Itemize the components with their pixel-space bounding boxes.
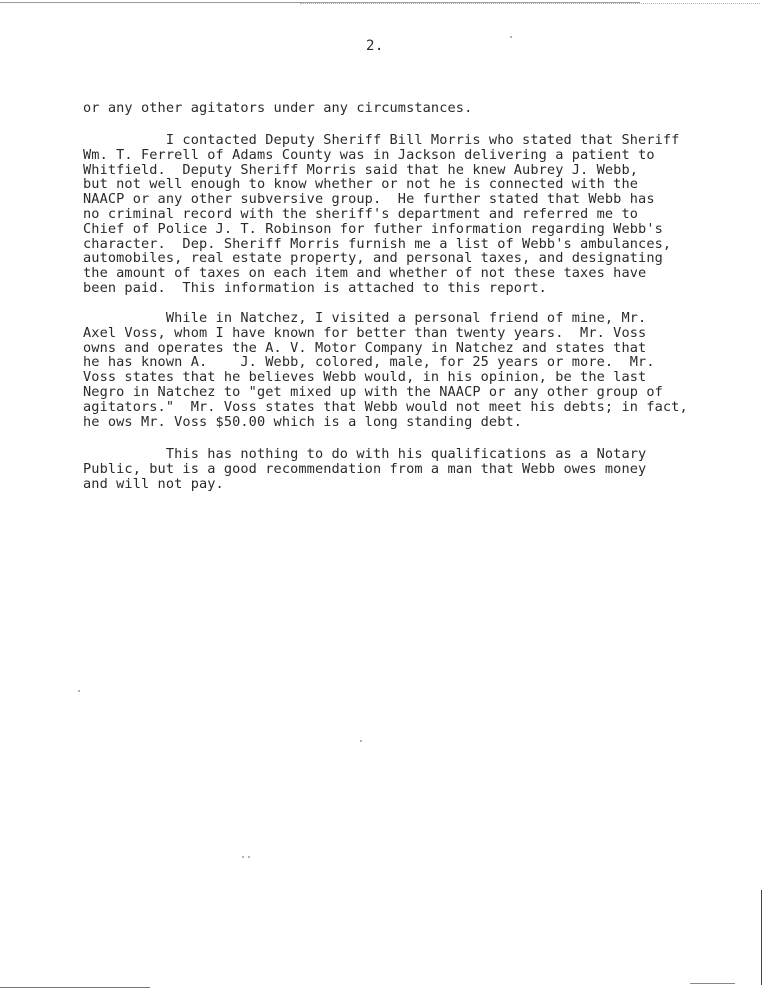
text-line: While in Natchez, I visited a personal friend of mine, Mr. xyxy=(83,310,647,326)
text-line: Negro in Natchez to "get mixed up with the NAACP or any other group of xyxy=(83,383,663,400)
scan-speck xyxy=(510,36,512,38)
text-line: automobiles, real estate property, and personal taxes, and designating xyxy=(83,250,663,267)
text-line: Whitfield. Deputy Sheriff Morris said that he knew Aubrey J. Webb, xyxy=(83,161,639,178)
paragraph-notary-qualifications xyxy=(83,447,748,491)
text-line: I contacted Deputy Sheriff Bill Morris who stated that Sheriff xyxy=(83,132,680,148)
text-line: Chief of Police J. T. Robinson for futher information regarding Webb's xyxy=(83,220,663,237)
text-line: he has known A. J. Webb, colored, male, for 25 years or more. Mr. xyxy=(83,354,655,371)
text-line: Voss states that he believes Webb would, in his opinion, be the last xyxy=(83,369,647,386)
scan-speck xyxy=(78,690,80,692)
text-line: Wm. T. Ferrell of Adams County was in Jackson delivering a patient to xyxy=(83,146,655,163)
text-line: and will not pay. xyxy=(83,475,224,492)
text-line: he ows Mr. Voss $50.00 which is a long standing debt. xyxy=(83,413,523,430)
text-line: NAACP or any other subversive group. He further stated that Webb has xyxy=(83,191,655,208)
text-line: but not well enough to know whether or not he is connected with the xyxy=(83,176,639,193)
text-line: been paid. This information is attached to this report. xyxy=(83,279,547,296)
bottom-edge-rule-right xyxy=(690,983,735,984)
paragraph-opening-fragment xyxy=(83,101,748,116)
top-edge-dotted-rule xyxy=(300,3,760,4)
text-line: character. Dep. Sheriff Morris furnish me a list of Webb's ambulances, xyxy=(83,235,672,252)
text-line: the amount of taxes on each item and whether of not these taxes have xyxy=(83,265,647,282)
text-line: agitators." Mr. Voss states that Webb would not meet his debts; in fact, xyxy=(83,398,688,415)
text-line: or any other agitators under any circumstances. xyxy=(83,100,473,116)
paragraph-deputy-sheriff-morris xyxy=(83,133,748,296)
scan-speck xyxy=(248,856,250,858)
text-line: This has nothing to do with his qualifications as a Notary xyxy=(83,446,647,462)
text-line: Axel Voss, whom I have known for better than twenty years. Mr. Voss xyxy=(83,324,647,341)
text-line: no criminal record with the sheriff's department and referred me to xyxy=(83,205,639,222)
scan-speck xyxy=(360,740,362,742)
scan-edge-line xyxy=(761,890,762,985)
paragraph-axel-voss xyxy=(83,311,748,429)
text-line: Public, but is a good recommendation from a man that Webb owes money xyxy=(83,460,647,477)
scan-speck xyxy=(242,856,244,858)
bottom-edge-rule xyxy=(0,987,150,988)
page-number: 2. xyxy=(366,38,384,54)
text-line: owns and operates the A. V. Motor Company in Natchez and states that xyxy=(83,339,647,356)
